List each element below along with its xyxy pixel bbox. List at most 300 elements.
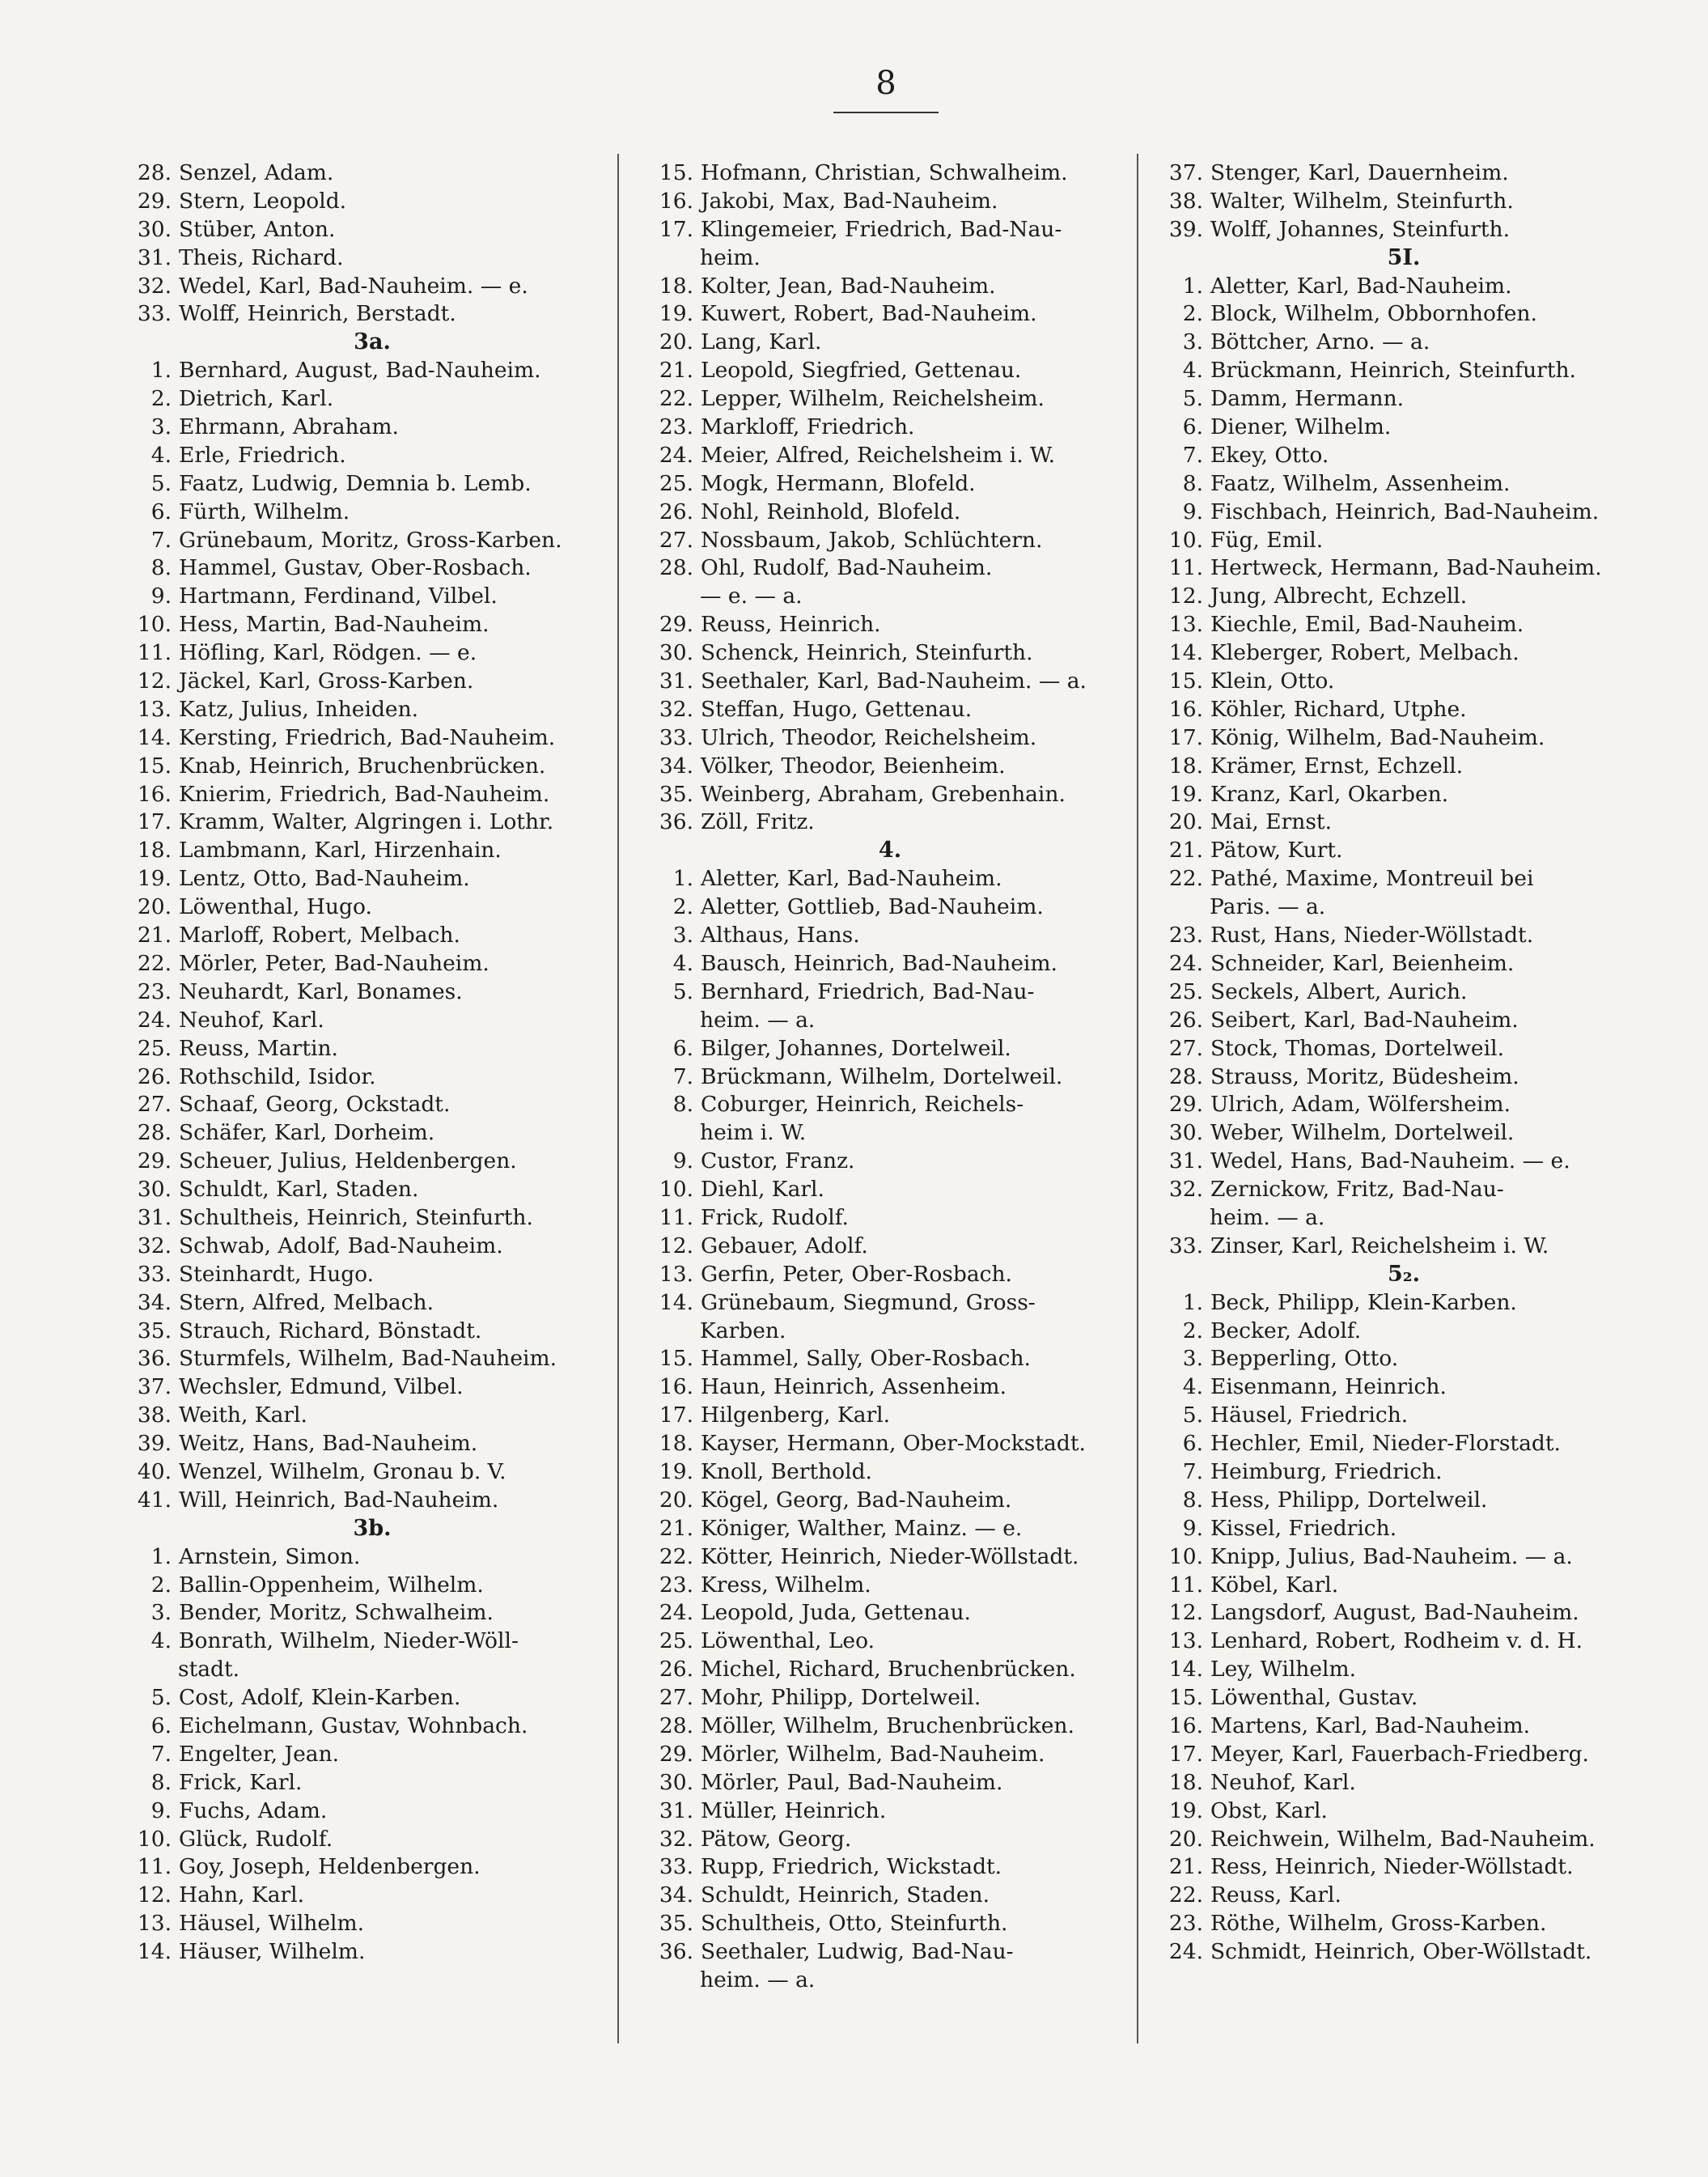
list-item-name: Königer, Walther, Mainz. — e. [701, 1515, 1023, 1541]
list-item-number: 33. [137, 301, 172, 327]
list-item [121, 1741, 607, 1769]
list-item-number: 36. [659, 1939, 693, 1965]
list-item-number: 6. [672, 1035, 693, 1061]
list-item-name: Höfling, Karl, Rödgen. — e. [179, 640, 477, 666]
list-item [643, 1599, 1121, 1627]
list-item-name: Hertweck, Hermann, Bad-Nauheim. [1210, 555, 1602, 581]
list-item-name: Rupp, Friedrich, Wickstadt. [701, 1854, 1002, 1880]
list-item-name: Hammel, Sally, Ober-Rosbach. [701, 1346, 1031, 1372]
list-item-number: 13. [659, 1261, 693, 1287]
list-item-name: Aletter, Gottlieb, Bad-Nauheim. [701, 894, 1044, 920]
list-item [121, 893, 607, 922]
list-item-number: 28. [659, 1712, 693, 1738]
list-item-number: 8. [150, 555, 172, 581]
list-item-number: 8. [1182, 470, 1203, 496]
list-item-name: Coburger, Heinrich, Reichels- [701, 1092, 1024, 1118]
list-item-name: Köhler, Richard, Utphe. [1210, 696, 1467, 722]
list-item-name: Mörler, Paul, Bad-Nauheim. [701, 1769, 1003, 1795]
list-item-name: Nohl, Reinhold, Blofeld. [701, 499, 961, 524]
list-item-name: Althaus, Hans. [701, 923, 860, 948]
list-item-number: 27. [659, 527, 693, 553]
list-item-name: Weitz, Hans, Bad-Nauheim. [179, 1431, 478, 1457]
list-item-name: Pätow, Georg. [701, 1826, 852, 1852]
list-item-name: Senzel, Adam. [179, 160, 334, 185]
list-item-number: 3. [1182, 329, 1203, 355]
list-item-number: 11. [1168, 555, 1203, 581]
list-item [1153, 781, 1655, 809]
list-item [121, 1938, 607, 1967]
list-item-number: 19. [659, 301, 693, 327]
page-number-rule [833, 112, 939, 113]
list-item-number: 29. [659, 612, 693, 638]
list-item-number: 2. [150, 386, 172, 412]
list-item-name: Hofmann, Christian, Schwalheim. [701, 160, 1068, 185]
list-item-number: 19. [1168, 781, 1203, 807]
list-item [643, 554, 1121, 583]
list-item [121, 950, 607, 978]
list-item-number: 3. [1182, 1346, 1203, 1372]
list-item-name: Wolff, Johannes, Steinfurth. [1210, 216, 1511, 242]
list-item-name: Stern, Leopold. [179, 188, 347, 214]
list-item-number: 37. [1168, 160, 1203, 185]
list-item-name: Reuss, Martin. [179, 1035, 338, 1061]
list-item-number: 24. [137, 1007, 172, 1033]
list-item [121, 216, 607, 244]
list-item [1153, 1826, 1655, 1854]
list-item [121, 583, 607, 611]
list-item-name: Reichwein, Wilhelm, Bad-Nauheim. [1210, 1826, 1596, 1852]
list-item-name: Schultheis, Otto, Steinfurth. [701, 1911, 1008, 1937]
list-item-number: 18. [1168, 1769, 1203, 1795]
list-item-name: Faatz, Ludwig, Demnia b. Lemb. [179, 470, 532, 496]
list-item-number: 10. [137, 1826, 172, 1852]
list-item-name: Kolter, Jean, Bad-Nauheim. [701, 273, 996, 299]
section-heading: 5₂. [1387, 1261, 1420, 1287]
list-item-number: 19. [659, 1458, 693, 1484]
list-item-number: 5. [1182, 1403, 1203, 1428]
list-item-number: 19. [137, 866, 172, 892]
list-item [121, 527, 607, 555]
list-item-name: König, Wilhelm, Bad-Nauheim. [1210, 724, 1545, 750]
list-item-name: Knipp, Julius, Bad-Nauheim. — a. [1210, 1543, 1573, 1569]
list-item-name: Meier, Alfred, Reichelsheim i. W. [701, 442, 1056, 468]
list-item [643, 978, 1121, 1007]
list-item-continuation: heim i. W. [700, 1120, 807, 1146]
list-item [643, 1910, 1121, 1938]
list-item-name: Weinberg, Abraham, Grebenhain. [701, 781, 1066, 807]
list-item-number: 13. [1168, 612, 1203, 638]
list-item [643, 893, 1121, 922]
list-item [643, 300, 1121, 329]
list-item [1153, 1599, 1655, 1627]
list-item-name: Becker, Adolf. [1210, 1318, 1362, 1343]
list-item-number: 22. [659, 386, 693, 412]
list-item-number: 11. [137, 640, 172, 666]
list-item-number: 35. [659, 781, 693, 807]
list-item-name: Schaaf, Georg, Ockstadt. [179, 1092, 451, 1118]
list-item [121, 385, 607, 414]
list-item-number: 4. [150, 1628, 172, 1654]
list-item-name: Krämer, Ernst, Echzell. [1210, 753, 1464, 779]
section-heading: 4. [878, 838, 902, 864]
list-item-name: Knab, Heinrich, Bruchenbrücken. [179, 753, 546, 779]
list-item-number: 12. [137, 668, 172, 694]
list-item-number: 30. [659, 1769, 693, 1795]
list-item-number: 5. [672, 978, 693, 1004]
list-item-number: 26. [659, 1657, 693, 1683]
list-item-number: 28. [137, 160, 172, 185]
list-item-name: Markloff, Friedrich. [701, 414, 915, 440]
list-item-number: 19. [1168, 1797, 1203, 1823]
list-item [1153, 1487, 1655, 1515]
list-item [643, 950, 1121, 978]
list-item-number: 18. [137, 838, 172, 864]
list-item [121, 1119, 607, 1148]
list-item [643, 1656, 1121, 1684]
list-item-continuation: Karben. [700, 1318, 786, 1343]
list-item [643, 865, 1121, 893]
list-item [121, 273, 607, 301]
list-item-number: 8. [672, 1092, 693, 1118]
list-item-number: 25. [659, 470, 693, 496]
list-item [643, 470, 1121, 499]
list-item-number: 1. [150, 1543, 172, 1569]
list-item-name: Faatz, Wilhelm, Assenheim. [1210, 470, 1511, 496]
list-item [121, 414, 607, 442]
list-item-number: 32. [137, 1233, 172, 1258]
list-item-name: Lang, Karl. [701, 329, 822, 355]
list-item [1153, 1148, 1655, 1176]
list-item-number: 9. [150, 584, 172, 609]
list-item-name: Ley, Wilhelm. [1210, 1657, 1357, 1683]
list-item-number: 26. [137, 1063, 172, 1089]
list-item-name: Bender, Moritz, Schwalheim. [179, 1600, 494, 1626]
list-item [643, 781, 1121, 809]
list-item [121, 1458, 607, 1487]
list-item-name: Mohr, Philipp, Dortelweil. [701, 1685, 981, 1711]
list-item [1153, 1176, 1655, 1204]
list-item [121, 1684, 607, 1712]
list-item [121, 724, 607, 753]
list-item-name: Ohl, Rudolf, Bad-Nauheim. [701, 555, 993, 581]
list-item-number: 23. [659, 1572, 693, 1598]
list-item-number: 31. [659, 1797, 693, 1823]
list-item-name: Kögel, Georg, Bad-Nauheim. [701, 1487, 1012, 1513]
list-item-name: Neuhof, Karl. [1210, 1769, 1356, 1795]
list-item-continuation: Paris. — a. [1210, 894, 1326, 920]
list-item-number: 31. [137, 244, 172, 270]
list-item-name: Mörler, Wilhelm, Bad-Nauheim. [701, 1741, 1045, 1767]
list-item [1153, 724, 1655, 753]
list-item-name: Strauss, Moritz, Büdesheim. [1210, 1063, 1519, 1089]
list-item-number: 6. [1182, 414, 1203, 440]
list-item-number: 28. [137, 1120, 172, 1146]
list-item-name: Kramm, Walter, Algringen i. Lothr. [179, 809, 554, 835]
list-item-number: 24. [1168, 1939, 1203, 1965]
list-item-name: Brückmann, Heinrich, Steinfurth. [1210, 358, 1576, 384]
list-item [643, 1487, 1121, 1515]
list-item-name: Bausch, Heinrich, Bad-Nauheim. [701, 950, 1057, 976]
list-item [643, 442, 1121, 470]
list-item [121, 753, 607, 781]
list-item [643, 1261, 1121, 1289]
list-item-number: 4. [150, 442, 172, 468]
list-item [643, 1627, 1121, 1656]
list-item-name: Seibert, Karl, Bad-Nauheim. [1210, 1007, 1519, 1033]
list-item-number: 15. [137, 753, 172, 779]
list-item [121, 1373, 607, 1402]
list-item-number: 40. [137, 1458, 172, 1484]
list-item-name: Klein, Otto. [1210, 668, 1335, 694]
list-item-name: Mörler, Peter, Bad-Nauheim. [179, 950, 490, 976]
section-heading: 5I. [1387, 244, 1421, 270]
list-item [1153, 1797, 1655, 1826]
list-item-number: 35. [659, 1911, 693, 1937]
list-item-name: Schäfer, Karl, Dorheim. [179, 1120, 435, 1146]
list-item-number: 25. [137, 1035, 172, 1061]
list-item-name: Frick, Karl. [179, 1769, 303, 1795]
list-item [121, 1627, 607, 1656]
list-item-number: 30. [1168, 1120, 1203, 1146]
list-item-number: 26. [1168, 1007, 1203, 1033]
list-item-name: Lambmann, Karl, Hirzenhain. [179, 838, 502, 864]
list-item-name: Lentz, Otto, Bad-Nauheim. [179, 866, 470, 892]
list-item-name: Michel, Richard, Bruchenbrücken. [701, 1657, 1076, 1683]
list-item-number: 32. [659, 696, 693, 722]
list-item-name: Fürth, Wilhelm. [179, 499, 350, 524]
column-right [1153, 159, 1655, 1967]
list-item-name: Steffan, Hugo, Gettenau. [701, 696, 973, 722]
list-item-name: Schmidt, Heinrich, Ober-Wöllstadt. [1210, 1939, 1592, 1965]
list-item [1153, 1007, 1655, 1035]
list-item-name: Häuser, Wilhelm. [179, 1939, 366, 1965]
list-item [1153, 385, 1655, 414]
list-item-number: 27. [137, 1092, 172, 1118]
list-item [643, 1458, 1121, 1487]
list-item-number: 16. [659, 188, 693, 214]
list-item [1153, 1318, 1655, 1346]
list-item-name: Kötter, Heinrich, Nieder-Wöllstadt. [701, 1543, 1079, 1569]
list-item-name: Leopold, Juda, Gettenau. [701, 1600, 971, 1626]
list-item-number: 10. [659, 1177, 693, 1203]
list-item-number: 6. [1182, 1431, 1203, 1457]
list-item [643, 1035, 1121, 1063]
list-item-number: 7. [672, 1063, 693, 1089]
list-item-number: 5. [150, 470, 172, 496]
list-item-number: 34. [659, 1882, 693, 1908]
list-item-number: 2. [150, 1572, 172, 1598]
list-item-name: Lepper, Wilhelm, Reichelsheim. [701, 386, 1045, 412]
list-item-name: Grünebaum, Moritz, Gross-Karben. [179, 527, 562, 553]
list-item-number: 14. [659, 1289, 693, 1315]
list-item [643, 1741, 1121, 1769]
list-item [643, 329, 1121, 357]
list-item [643, 1148, 1121, 1176]
list-item-number: 3. [672, 923, 693, 948]
list-item [643, 1063, 1121, 1092]
list-item-number: 4. [1182, 358, 1203, 384]
list-item-continuation: — e. — a. [700, 584, 803, 609]
list-item-number: 36. [659, 809, 693, 835]
list-item-number: 12. [1168, 584, 1203, 609]
list-item-number: 31. [659, 668, 693, 694]
list-item-number: 9. [150, 1797, 172, 1823]
list-item-number: 20. [659, 329, 693, 355]
list-item [121, 865, 607, 893]
list-item-name: Häusel, Friedrich. [1210, 1403, 1409, 1428]
list-item-name: Ulrich, Theodor, Reichelsheim. [701, 724, 1037, 750]
page-number: 8 [875, 65, 896, 102]
list-item [121, 159, 607, 188]
list-item-number: 32. [137, 273, 172, 299]
list-item [121, 1599, 607, 1627]
list-item [121, 1261, 607, 1289]
list-item-number: 21. [137, 923, 172, 948]
list-item-number: 10. [137, 612, 172, 638]
list-item-number: 1. [1182, 273, 1203, 299]
list-item-number: 14. [1168, 640, 1203, 666]
list-item-name: Goy, Joseph, Heldenbergen. [179, 1854, 481, 1880]
list-item-number: 10. [1168, 527, 1203, 553]
list-item [643, 1289, 1121, 1318]
list-item-number: 36. [137, 1346, 172, 1372]
list-item-name: Diener, Wilhelm. [1210, 414, 1392, 440]
list-item [121, 1712, 607, 1741]
list-item-name: Gebauer, Adolf. [701, 1233, 868, 1258]
list-item [1153, 1373, 1655, 1402]
list-item-number: 34. [659, 753, 693, 779]
list-item [121, 1826, 607, 1854]
list-item-name: Brückmann, Wilhelm, Dortelweil. [701, 1063, 1063, 1089]
list-item-name: Rust, Hans, Nieder-Wöllstadt. [1210, 923, 1534, 948]
list-item [643, 527, 1121, 555]
list-item [121, 1882, 607, 1910]
list-item-name: Dietrich, Karl. [179, 386, 334, 412]
section-heading: 3a. [354, 329, 391, 355]
list-item-number: 33. [137, 1261, 172, 1287]
list-item [121, 808, 607, 837]
list-item-name: Seethaler, Karl, Bad-Nauheim. — a. [701, 668, 1087, 694]
list-item [643, 1826, 1121, 1854]
list-item [1153, 1063, 1655, 1092]
list-item [121, 499, 607, 527]
list-item [1153, 583, 1655, 611]
list-item [643, 273, 1121, 301]
list-item [643, 1373, 1121, 1402]
list-item-name: Nossbaum, Jakob, Schlüchtern. [701, 527, 1043, 553]
list-item-name: Möller, Wilhelm, Bruchenbrücken. [701, 1712, 1074, 1738]
list-item [121, 1402, 607, 1430]
list-item-number: 31. [1168, 1148, 1203, 1174]
list-item-name: Wedel, Hans, Bad-Nauheim. — e. [1210, 1148, 1570, 1174]
list-item [643, 1882, 1121, 1910]
list-item-number: 12. [137, 1882, 172, 1908]
list-item-name: Martens, Karl, Bad-Nauheim. [1210, 1712, 1531, 1738]
list-item [643, 216, 1121, 244]
list-item [1153, 1712, 1655, 1741]
list-item [121, 1289, 607, 1318]
list-item-name: Kress, Wilhelm. [701, 1572, 871, 1598]
list-item-name: Bonrath, Wilhelm, Nieder-Wöll- [179, 1628, 519, 1654]
section-heading: 3b. [353, 1515, 392, 1541]
list-item-name: Völker, Theodor, Beienheim. [701, 753, 1006, 779]
list-item [643, 1797, 1121, 1826]
list-item-name: Beck, Philipp, Klein-Karben. [1210, 1289, 1517, 1315]
list-item-number: 9. [672, 1148, 693, 1174]
list-item-number: 24. [659, 1600, 693, 1626]
list-item-name: Stern, Alfred, Melbach. [179, 1289, 434, 1315]
list-item [121, 300, 607, 329]
list-item-number: 3. [150, 414, 172, 440]
list-item-number: 23. [659, 414, 693, 440]
list-item-number: 24. [659, 442, 693, 468]
list-item-number: 6. [150, 1712, 172, 1738]
list-item [121, 1910, 607, 1938]
list-item [643, 1515, 1121, 1543]
list-item [1153, 1091, 1655, 1119]
list-item-name: Ehrmann, Abraham. [179, 414, 399, 440]
list-item [1153, 470, 1655, 499]
list-item-name: Seethaler, Ludwig, Bad-Nau- [701, 1939, 1014, 1965]
list-item-number: 11. [1168, 1572, 1203, 1598]
list-item-number: 1. [672, 866, 693, 892]
list-item-name: Kissel, Friedrich. [1210, 1515, 1397, 1541]
list-item [643, 1345, 1121, 1373]
list-item [121, 1176, 607, 1204]
list-item [1153, 1627, 1655, 1656]
list-item-name: Engelter, Jean. [179, 1741, 340, 1767]
list-item-number: 15. [659, 1346, 693, 1372]
list-item-name: Reuss, Heinrich. [701, 612, 881, 638]
list-item-number: 20. [137, 894, 172, 920]
list-item-number: 20. [659, 1487, 693, 1513]
list-item-number: 23. [1168, 1911, 1203, 1937]
list-item-number: 30. [137, 1177, 172, 1203]
list-item [121, 1204, 607, 1233]
list-item [121, 1007, 607, 1035]
list-item [643, 753, 1121, 781]
list-item [121, 1572, 607, 1600]
column-divider [1137, 154, 1138, 2043]
list-item [1153, 1882, 1655, 1910]
list-item-number: 20. [1168, 809, 1203, 835]
list-item-name: Bilger, Johannes, Dortelweil. [701, 1035, 1011, 1061]
list-item-name: Kayser, Hermann, Ober-Mockstadt. [701, 1431, 1086, 1457]
list-item [1153, 837, 1655, 865]
list-item-continuation: heim. — a. [700, 1967, 816, 1992]
list-item-name: Klingemeier, Friedrich, Bad-Nau- [701, 216, 1062, 242]
list-item-number: 29. [1168, 1092, 1203, 1118]
list-item [643, 1572, 1121, 1600]
list-item-name: Stock, Thomas, Dortelweil. [1210, 1035, 1504, 1061]
list-item [121, 357, 607, 385]
list-item-name: Gerfin, Peter, Ober-Rosbach. [701, 1261, 1012, 1287]
list-item-name: Hartmann, Ferdinand, Vilbel. [179, 584, 498, 609]
list-item-name: Block, Wilhelm, Obbornhofen. [1210, 301, 1537, 327]
list-item [1153, 1233, 1655, 1261]
list-item [1153, 978, 1655, 1007]
list-item-name: Mogk, Hermann, Blofeld. [701, 470, 976, 496]
list-item-number: 16. [137, 781, 172, 807]
list-item [643, 1712, 1121, 1741]
list-item-name: Seckels, Albert, Aurich. [1210, 978, 1468, 1004]
list-item [1153, 639, 1655, 668]
list-item-name: Grünebaum, Siegmund, Gross- [701, 1289, 1036, 1315]
list-item-name: Wolff, Heinrich, Berstadt. [179, 301, 456, 327]
list-item [121, 837, 607, 865]
list-item-name: Stüber, Anton. [179, 216, 336, 242]
list-item-number: 21. [659, 1515, 693, 1541]
